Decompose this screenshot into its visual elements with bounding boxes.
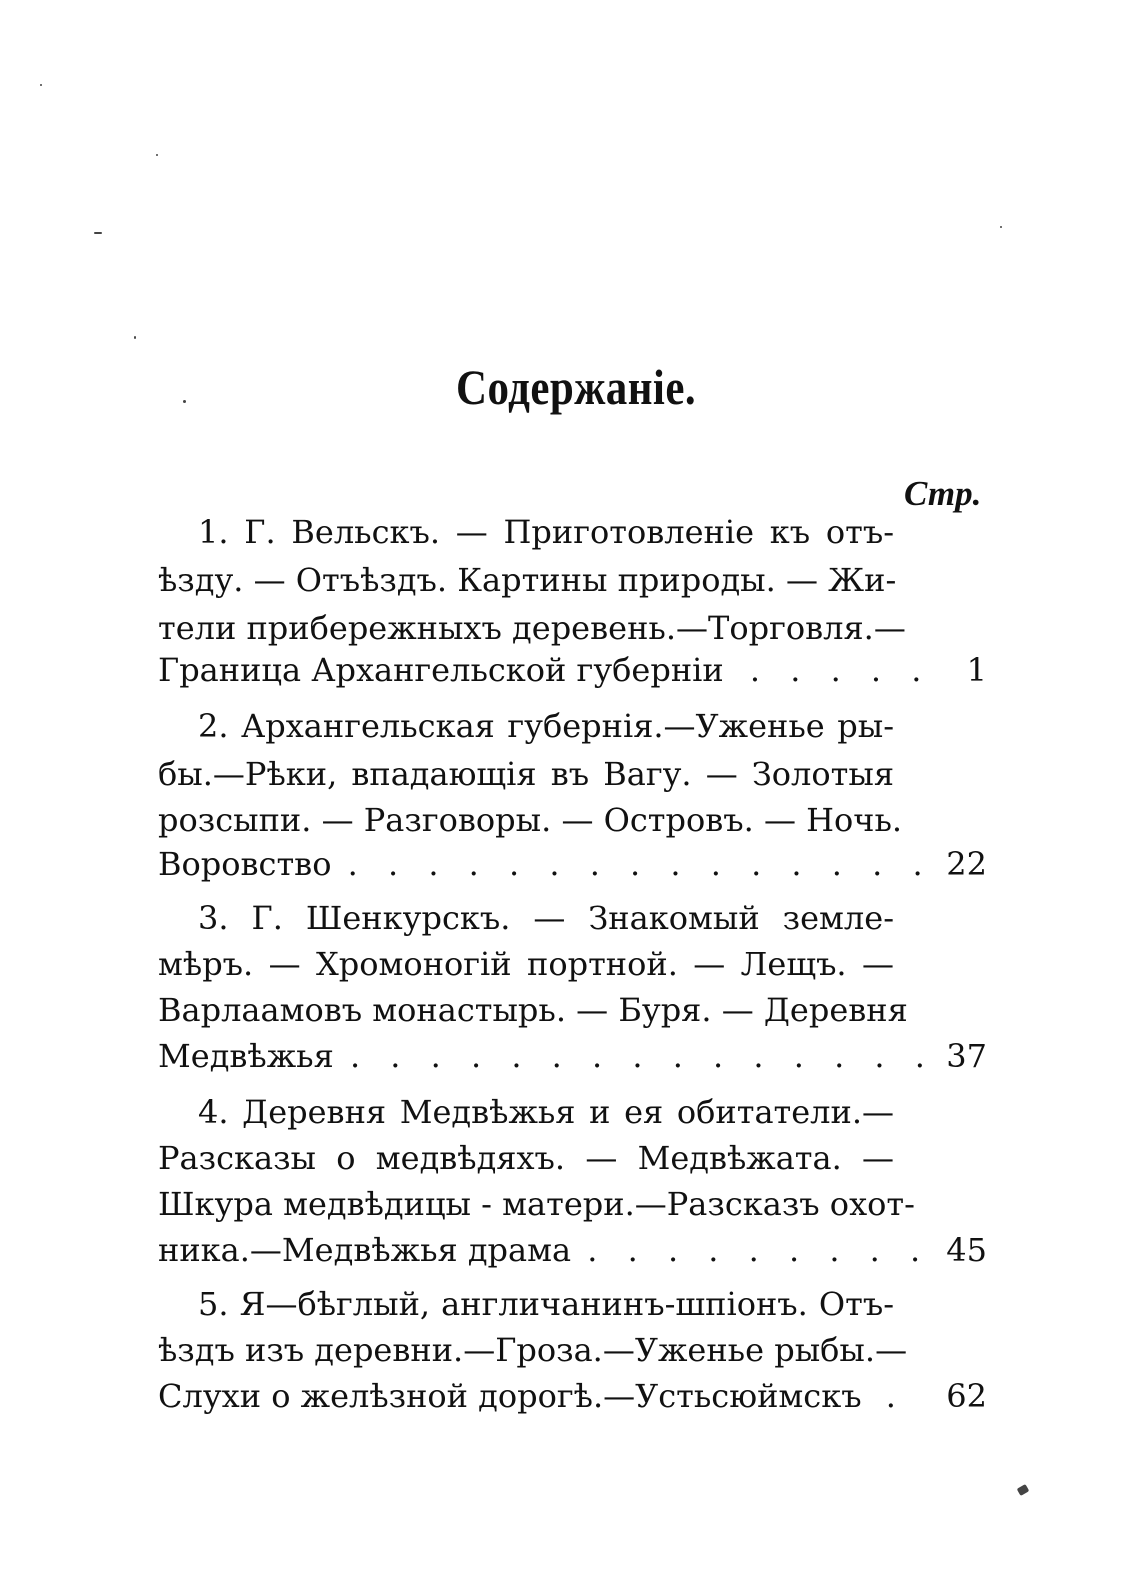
toc-entry-5-text: Слухи о желѣзной дорогѣ.—Устьсюймскъ <box>158 1377 862 1415</box>
toc-entry-2-leader: . . . . . . . . . . . . . . . <box>347 845 933 883</box>
toc-entry-2-line-1: 2. Архангельская губернія.—Уженье ры- <box>198 707 894 745</box>
toc-entry-1-page: 1 <box>966 651 987 689</box>
toc-entry-4-line-2: Разсказы о медвѣдяхъ. — Медвѣжата. — <box>158 1139 894 1177</box>
toc-entry-5-line-1: 5. Я—бѣглый, англичанинъ-шпіонъ. Отъ- <box>198 1285 894 1323</box>
toc-entry-3-page: 37 <box>946 1037 987 1075</box>
toc-entry-3-text: Медвѣжья <box>158 1037 334 1075</box>
toc-entry-3-leader: . . . . . . . . . . . . . . . <box>349 1037 935 1075</box>
toc-entry-4-text: ника.—Медвѣжья драма <box>158 1231 572 1269</box>
page-column-label: Стр. <box>904 474 982 513</box>
toc-entry-3-line-4 <box>158 1032 935 1080</box>
toc-entry-2-line-4 <box>158 840 933 888</box>
toc-entry-2-line-3: розсыпи. — Разговоры. — Островъ. — Ночь. <box>158 801 903 839</box>
toc-entry-3-line-2: мѣръ. — Хромоногій портной. — Лещъ. — <box>158 945 894 983</box>
toc-entry-4-line-4 <box>158 1226 931 1274</box>
toc-entry-4-line-1: 4. Деревня Медвѣжья и ея обитатели.— <box>198 1093 894 1131</box>
scan-speck <box>94 232 102 234</box>
toc-entry-3-line-1: 3. Г. Шенкурскъ. — Знакомый земле- <box>198 899 894 937</box>
scan-speck <box>1000 226 1002 228</box>
toc-entry-2-text: Воровство <box>158 845 332 883</box>
toc-entry-1-line-3: тели прибережныхъ деревень.—Торговля.— <box>158 609 906 647</box>
toc-entry-1-text: Граница Архангельской губерніи <box>158 651 724 689</box>
toc-entry-2-page: 22 <box>946 845 987 883</box>
toc-entry-1-line-4 <box>158 646 932 694</box>
toc-entry-4-line-3: Шкура медвѣдицы - матери.—Разсказъ охот- <box>158 1185 915 1223</box>
toc-entry-3-line-3: Варлаамовъ монастырь. — Буря. — Деревня <box>158 991 908 1029</box>
toc-entry-1-line-1: 1. Г. Вельскъ. — Приготовленіе къ отъ- <box>198 513 894 551</box>
scan-speck <box>134 336 136 339</box>
scan-speck <box>40 84 42 86</box>
toc-entry-4-leader: . . . . . . . . . <box>587 1231 931 1269</box>
scan-speck <box>183 400 186 403</box>
toc-entry-5-page: 62 <box>946 1377 987 1415</box>
page-title: Содержаніе. <box>455 359 697 415</box>
toc-entry-4-page: 45 <box>946 1231 987 1269</box>
toc-entry-5-leader: . <box>885 1377 906 1415</box>
toc-entry-1-line-2: ѣзду. — Отъѣздъ. Картины природы. — Жи- <box>158 561 897 599</box>
scan-speck <box>1017 1484 1030 1496</box>
scan-speck <box>156 154 158 156</box>
toc-entry-5-line-2: ѣздъ изъ деревни.—Гроза.—Уженье рыбы.— <box>158 1331 908 1369</box>
toc-entry-5-line-3 <box>158 1372 906 1420</box>
toc-entry-1-leader: . . . . . <box>749 651 932 689</box>
toc-entry-2-line-2: бы.—Рѣки, впадающія въ Вагу. — Золотыя <box>158 755 894 793</box>
